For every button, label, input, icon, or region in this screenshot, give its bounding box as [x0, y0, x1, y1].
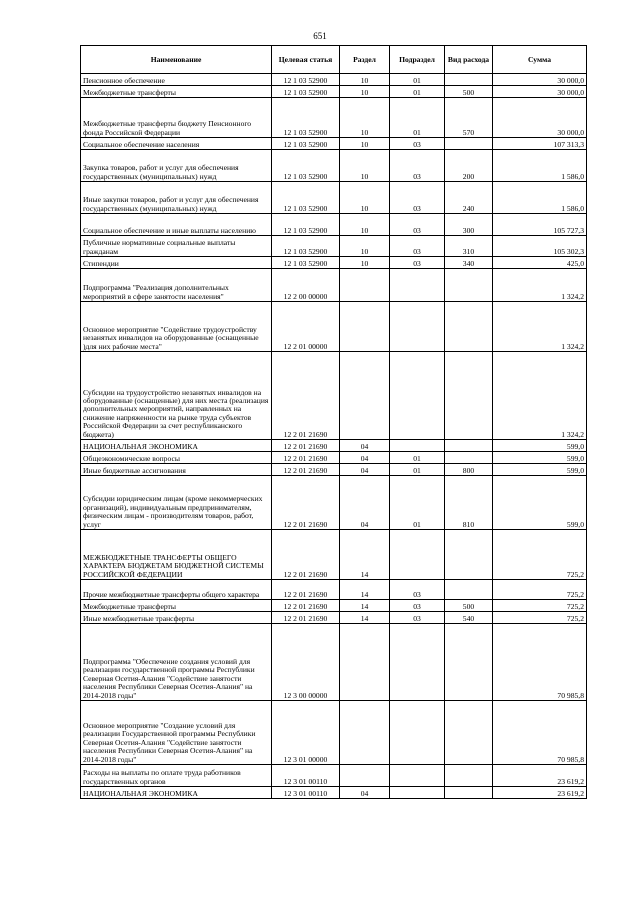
- row-amount: 725,2: [493, 612, 587, 624]
- row-section: 10: [340, 86, 390, 98]
- table-row: [81, 138, 587, 150]
- row-section: 10: [340, 257, 390, 269]
- row-section: [340, 269, 390, 302]
- row-name: Иные закупки товаров, работ и услуг для обеспечения государственных (муниципальных) нужд: [81, 182, 272, 214]
- row-name: Подпрограмма "Реализация дополнительных мероприятий в сфере занятости населения": [81, 269, 272, 302]
- row-expense-type: [445, 269, 493, 302]
- row-target: 12 2 00 00000: [272, 269, 340, 302]
- row-target: 12 2 01 00000: [272, 302, 340, 352]
- table-row: [81, 765, 587, 787]
- row-name: Основное мероприятие "Содействие трудоустройству незанятых инвалидов на оборудованные (оснащенные )для них рабочие места": [81, 302, 272, 352]
- row-section: 10: [340, 236, 390, 257]
- row-name: Иные межбюджетные трансферты: [81, 612, 272, 624]
- row-expense-type: 500: [445, 600, 493, 612]
- row-subsection: 01: [390, 86, 445, 98]
- row-section: 10: [340, 98, 390, 138]
- row-name: Прочие межбюджетные трансферты общего характера: [81, 580, 272, 600]
- row-subsection: 03: [390, 236, 445, 257]
- row-amount: 725,2: [493, 530, 587, 580]
- row-section: [340, 765, 390, 787]
- row-amount: 30 000,0: [493, 74, 587, 86]
- row-amount: 425,0: [493, 257, 587, 269]
- row-expense-type: 240: [445, 182, 493, 214]
- budget-table: [80, 45, 587, 799]
- row-expense-type: 540: [445, 612, 493, 624]
- table-row: [81, 86, 587, 98]
- row-target: 12 1 03 52900: [272, 214, 340, 236]
- row-target: 12 3 00 00000: [272, 624, 340, 701]
- table-row: [81, 476, 587, 530]
- row-amount: 1 324,2: [493, 352, 587, 440]
- table-row: [81, 701, 587, 765]
- row-amount: 599,0: [493, 464, 587, 476]
- row-target: 12 2 01 21690: [272, 452, 340, 464]
- row-name: Общеэкономические вопросы: [81, 452, 272, 464]
- row-expense-type: [445, 765, 493, 787]
- row-section: 14: [340, 580, 390, 600]
- row-name: НАЦИОНАЛЬНАЯ ЭКОНОМИКА: [81, 440, 272, 452]
- row-amount: 107 313,3: [493, 138, 587, 150]
- row-subsection: [390, 765, 445, 787]
- table-row: [81, 302, 587, 352]
- row-expense-type: [445, 787, 493, 799]
- row-name: Подпрограмма "Обеспечение создания условий для реализации государственной программы Республики Северная Осетия-Алания "Содействие занятости населения Республики Северная Осетия-Алания" на 2014-2018 годы": [81, 624, 272, 701]
- row-amount: 70 985,8: [493, 624, 587, 701]
- row-name: Социальное обеспечение и иные выплаты населению: [81, 214, 272, 236]
- row-name: Межбюджетные трансферты: [81, 600, 272, 612]
- row-expense-type: [445, 352, 493, 440]
- row-expense-type: 310: [445, 236, 493, 257]
- table-row: [81, 600, 587, 612]
- row-target: 12 1 03 52900: [272, 182, 340, 214]
- row-expense-type: [445, 452, 493, 464]
- row-section: [340, 352, 390, 440]
- row-name: НАЦИОНАЛЬНАЯ ЭКОНОМИКА: [81, 787, 272, 799]
- row-subsection: [390, 787, 445, 799]
- row-section: [340, 624, 390, 701]
- row-name: Субсидии на трудоустройство незанятых инвалидов на оборудованные (оснащенные) для них места (реализация дополнительных мероприятий, направленных на снижение напряженности на рынке труда субъектов Российской Федерации за счет республиканского бюджета): [81, 352, 272, 440]
- row-target: 12 2 01 21690: [272, 476, 340, 530]
- row-expense-type: [445, 701, 493, 765]
- row-subsection: [390, 352, 445, 440]
- table-row: [81, 580, 587, 600]
- table-row: [81, 98, 587, 138]
- row-target: 12 3 01 00110: [272, 765, 340, 787]
- column-header-expense-type: Вид расхода: [445, 46, 493, 74]
- row-name: Субсидии юридическим лицам (кроме некоммерческих организаций), индивидуальным предпринимателям, физическим лицам - производителям товаров, работ, услуг: [81, 476, 272, 530]
- row-amount: 599,0: [493, 452, 587, 464]
- column-header-amount: Сумма: [493, 46, 587, 74]
- row-expense-type: 570: [445, 98, 493, 138]
- row-name: Социальное обеспечение населения: [81, 138, 272, 150]
- row-section: [340, 701, 390, 765]
- row-expense-type: [445, 580, 493, 600]
- row-expense-type: [445, 302, 493, 352]
- row-amount: 105 302,3: [493, 236, 587, 257]
- row-amount: 23 619,2: [493, 787, 587, 799]
- row-subsection: [390, 701, 445, 765]
- row-expense-type: [445, 440, 493, 452]
- row-target: 12 2 01 21690: [272, 612, 340, 624]
- row-target: 12 2 01 21690: [272, 352, 340, 440]
- row-expense-type: [445, 74, 493, 86]
- row-expense-type: 200: [445, 150, 493, 182]
- row-expense-type: [445, 138, 493, 150]
- row-expense-type: 810: [445, 476, 493, 530]
- row-target: 12 1 03 52900: [272, 138, 340, 150]
- column-header-target: Целевая статья: [272, 46, 340, 74]
- table-row: [81, 352, 587, 440]
- row-name: Межбюджетные трансферты: [81, 86, 272, 98]
- row-amount: 725,2: [493, 600, 587, 612]
- row-target: 12 2 01 21690: [272, 440, 340, 452]
- row-expense-type: [445, 530, 493, 580]
- row-target: 12 1 03 52900: [272, 150, 340, 182]
- row-name: Пенсионное обеспечение: [81, 74, 272, 86]
- row-amount: 599,0: [493, 476, 587, 530]
- row-name: Стипендии: [81, 257, 272, 269]
- table-row: [81, 452, 587, 464]
- table-row: [81, 150, 587, 182]
- row-subsection: 01: [390, 74, 445, 86]
- row-amount: 1 324,2: [493, 302, 587, 352]
- row-section: 10: [340, 214, 390, 236]
- table-row: [81, 440, 587, 452]
- row-subsection: 03: [390, 150, 445, 182]
- row-target: 12 2 01 21690: [272, 530, 340, 580]
- table-row: [81, 182, 587, 214]
- row-target: 12 3 01 00110: [272, 787, 340, 799]
- row-amount: 105 727,3: [493, 214, 587, 236]
- row-section: [340, 302, 390, 352]
- row-subsection: 01: [390, 476, 445, 530]
- row-section: 10: [340, 182, 390, 214]
- row-amount: 70 985,8: [493, 701, 587, 765]
- table-row: [81, 236, 587, 257]
- row-subsection: 03: [390, 138, 445, 150]
- page-number: 651: [313, 31, 327, 41]
- column-header-section: Раздел: [340, 46, 390, 74]
- table-row: [81, 269, 587, 302]
- row-subsection: [390, 624, 445, 701]
- row-target: 12 1 03 52900: [272, 257, 340, 269]
- row-section: 10: [340, 138, 390, 150]
- table-row: [81, 530, 587, 580]
- row-target: 12 1 03 52900: [272, 236, 340, 257]
- row-subsection: [390, 440, 445, 452]
- row-target: 12 1 03 52900: [272, 98, 340, 138]
- row-section: 04: [340, 440, 390, 452]
- row-amount: 725,2: [493, 580, 587, 600]
- row-section: 04: [340, 787, 390, 799]
- table-body: [81, 74, 587, 799]
- row-name: Межбюджетные трансферты бюджету Пенсионного фонда Российской Федерации: [81, 98, 272, 138]
- table-row: [81, 74, 587, 86]
- row-name: Основное мероприятие "Создание условий для реализации Государственной программы Республики Северная Осетия-Алания "Содействие занятости населения Республики Северная Осетия-Алания" на 2014-2018 годы": [81, 701, 272, 765]
- row-section: 10: [340, 150, 390, 182]
- column-header-name: Наименование: [81, 46, 272, 74]
- row-name: Расходы на выплаты по оплате труда работников государственных органов: [81, 765, 272, 787]
- row-name: Иные бюджетные ассигнования: [81, 464, 272, 476]
- row-amount: 30 000,0: [493, 98, 587, 138]
- row-section: 04: [340, 476, 390, 530]
- row-expense-type: 800: [445, 464, 493, 476]
- row-expense-type: 500: [445, 86, 493, 98]
- row-subsection: [390, 530, 445, 580]
- table-row: [81, 464, 587, 476]
- row-target: 12 2 01 21690: [272, 600, 340, 612]
- row-expense-type: 340: [445, 257, 493, 269]
- row-subsection: 03: [390, 580, 445, 600]
- row-section: 04: [340, 464, 390, 476]
- row-amount: 1 586,0: [493, 182, 587, 214]
- row-amount: 23 619,2: [493, 765, 587, 787]
- row-subsection: 03: [390, 612, 445, 624]
- row-expense-type: 300: [445, 214, 493, 236]
- row-amount: 599,0: [493, 440, 587, 452]
- row-subsection: 01: [390, 98, 445, 138]
- table-row: [81, 257, 587, 269]
- row-subsection: 03: [390, 257, 445, 269]
- row-amount: 1 586,0: [493, 150, 587, 182]
- row-target: 12 2 01 21690: [272, 580, 340, 600]
- table-row: [81, 787, 587, 799]
- row-section: 14: [340, 612, 390, 624]
- row-subsection: 01: [390, 464, 445, 476]
- row-expense-type: [445, 624, 493, 701]
- row-amount: 30 000,0: [493, 86, 587, 98]
- row-subsection: 03: [390, 182, 445, 214]
- row-section: 04: [340, 452, 390, 464]
- row-name: МЕЖБЮДЖЕТНЫЕ ТРАНСФЕРТЫ ОБЩЕГО ХАРАКТЕРА БЮДЖЕТАМ БЮДЖЕТНОЙ СИСТЕМЫ РОССИЙСКОЙ ФЕДЕРАЦИИ: [81, 530, 272, 580]
- row-target: 12 2 01 21690: [272, 464, 340, 476]
- row-subsection: [390, 269, 445, 302]
- row-subsection: 01: [390, 452, 445, 464]
- table-row: [81, 214, 587, 236]
- table-row: [81, 624, 587, 701]
- row-subsection: 03: [390, 214, 445, 236]
- table-header-row: [81, 46, 587, 74]
- row-target: 12 1 03 52900: [272, 74, 340, 86]
- row-section: 14: [340, 600, 390, 612]
- row-target: 12 1 03 52900: [272, 86, 340, 98]
- row-target: 12 3 01 00000: [272, 701, 340, 765]
- column-header-subsection: Подраздел: [390, 46, 445, 74]
- row-subsection: 03: [390, 600, 445, 612]
- row-section: 10: [340, 74, 390, 86]
- row-amount: 1 324,2: [493, 269, 587, 302]
- row-name: Закупка товаров, работ и услуг для обеспечения государственных (муниципальных) нужд: [81, 150, 272, 182]
- row-section: 14: [340, 530, 390, 580]
- row-subsection: [390, 302, 445, 352]
- row-name: Публичные нормативные социальные выплаты гражданам: [81, 236, 272, 257]
- table-row: [81, 612, 587, 624]
